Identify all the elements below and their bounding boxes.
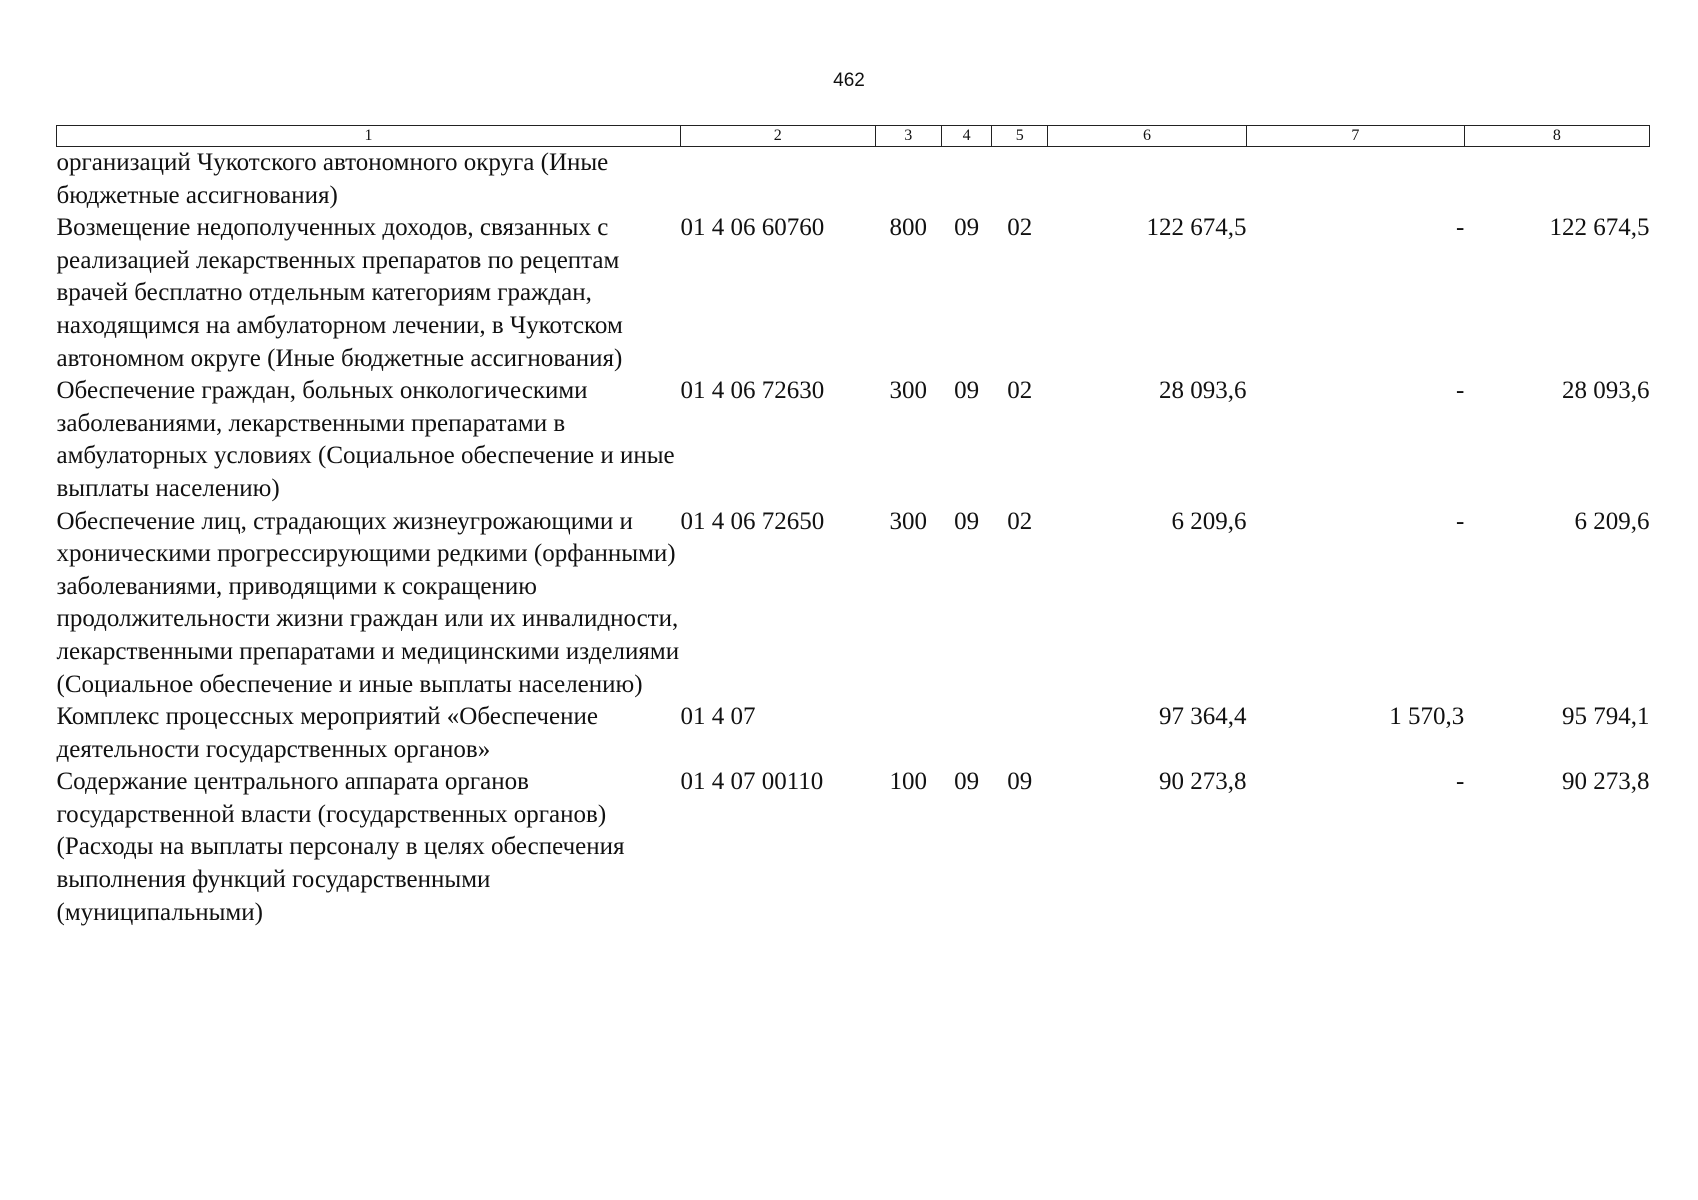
expense-description: Обеспечение лиц, страдающих жизнеугрожающими и хроническими прогрессирующими редкими (орфанными) заболеваниями, приводящими к сокращению продолжительности жизни граждан или их инвалидности, лекарственными препаратами и медицинскими изделиями (Социальное обеспечение и иные выплаты населению): [56, 507, 680, 698]
target-article-code: [680, 147, 875, 213]
amount-col-6: 122 674,5: [1146, 214, 1247, 242]
expense-description: Обеспечение граждан, больных онкологическими заболеваниями, лекарственными препаратами в амбулаторных условиях (Социальное обеспечение и иные выплаты населению): [56, 377, 675, 502]
table-row: [57, 766, 1650, 929]
column-number-row: [57, 126, 1650, 147]
amount-col-6: 6 209,6: [1171, 507, 1247, 535]
amount-col-8: 122 674,5: [1549, 214, 1650, 242]
amount-col-8: 6 209,6: [1574, 507, 1650, 535]
page-number: 462: [833, 70, 865, 91]
amount-col-6: [1048, 147, 1247, 213]
target-article-code: 01 4 07 00110: [680, 768, 824, 796]
amount-col-7: -: [1455, 768, 1465, 796]
section-code: 09: [954, 377, 980, 405]
table-row: [57, 212, 1650, 375]
expense-type-code: 800: [889, 214, 927, 242]
subsection-code: 02: [1007, 507, 1033, 535]
amount-col-8: 28 093,6: [1562, 377, 1650, 405]
section-code: 09: [954, 768, 980, 796]
amount-col-7: -: [1455, 507, 1465, 535]
target-article-code: 01 4 06 72650: [680, 507, 825, 535]
expense-description: организаций Чукотского автономного округа (Иные бюджетные ассигнования): [56, 149, 609, 209]
amount-col-8: 95 794,1: [1562, 703, 1650, 731]
expense-description: Содержание центрального аппарата органов государственной власти (государственных органов) (Расходы на выплаты персоналу в целях обеспечения выполнения функций государственными (муниципальными): [56, 768, 625, 926]
column-number: 5: [992, 126, 1048, 147]
table-row: [57, 506, 1650, 702]
expense-type-code: 100: [889, 768, 927, 796]
table-row: [57, 375, 1650, 505]
amount-col-7: -: [1455, 377, 1465, 405]
expense-type-code: [875, 701, 941, 766]
amount-col-7: 1 570,3: [1389, 703, 1465, 731]
expense-type-code: 300: [889, 377, 927, 405]
column-number: 2: [680, 126, 875, 147]
column-number: 4: [941, 126, 992, 147]
table-row: [57, 701, 1650, 766]
subsection-code: [992, 701, 1048, 766]
column-number: 6: [1048, 126, 1247, 147]
target-article-code: 01 4 06 60760: [680, 214, 825, 242]
subsection-code: 09: [1007, 768, 1033, 796]
column-number: 1: [57, 126, 681, 147]
expense-description: Комплекс процессных мероприятий «Обеспечение деятельности государственных органов»: [56, 703, 598, 763]
column-number: 8: [1464, 126, 1649, 147]
amount-col-7: -: [1455, 214, 1465, 242]
column-number: 3: [875, 126, 941, 147]
amount-col-8: 90 273,8: [1562, 768, 1650, 796]
amount-col-6: 97 364,4: [1158, 703, 1247, 731]
target-article-code: 01 4 06 72630: [680, 377, 825, 405]
expense-type-code: [875, 147, 941, 213]
amount-col-6: 90 273,8: [1158, 768, 1247, 796]
column-number: 7: [1246, 126, 1464, 147]
expense-type-code: 300: [889, 507, 927, 535]
section-code: [941, 701, 992, 766]
section-code: [941, 147, 992, 213]
section-code: 09: [954, 214, 980, 242]
subsection-code: 02: [1007, 214, 1033, 242]
expense-description: Возмещение недополученных доходов, связанных с реализацией лекарственных препаратов по рецептам врачей бесплатно отдельным категориям граждан, находящимся на амбулаторном лечении, в Чукотском автономном округе (Иные бюджетные ассигнования): [56, 214, 623, 372]
budget-table: [56, 125, 1650, 929]
subsection-code: 02: [1007, 377, 1033, 405]
amount-col-6: 28 093,6: [1158, 377, 1247, 405]
target-article-code: 01 4 07: [680, 703, 756, 731]
section-code: 09: [954, 507, 980, 535]
table-row: [57, 147, 1650, 213]
amount-col-7: [1246, 147, 1464, 213]
amount-col-8: [1464, 147, 1649, 213]
subsection-code: [992, 147, 1048, 213]
